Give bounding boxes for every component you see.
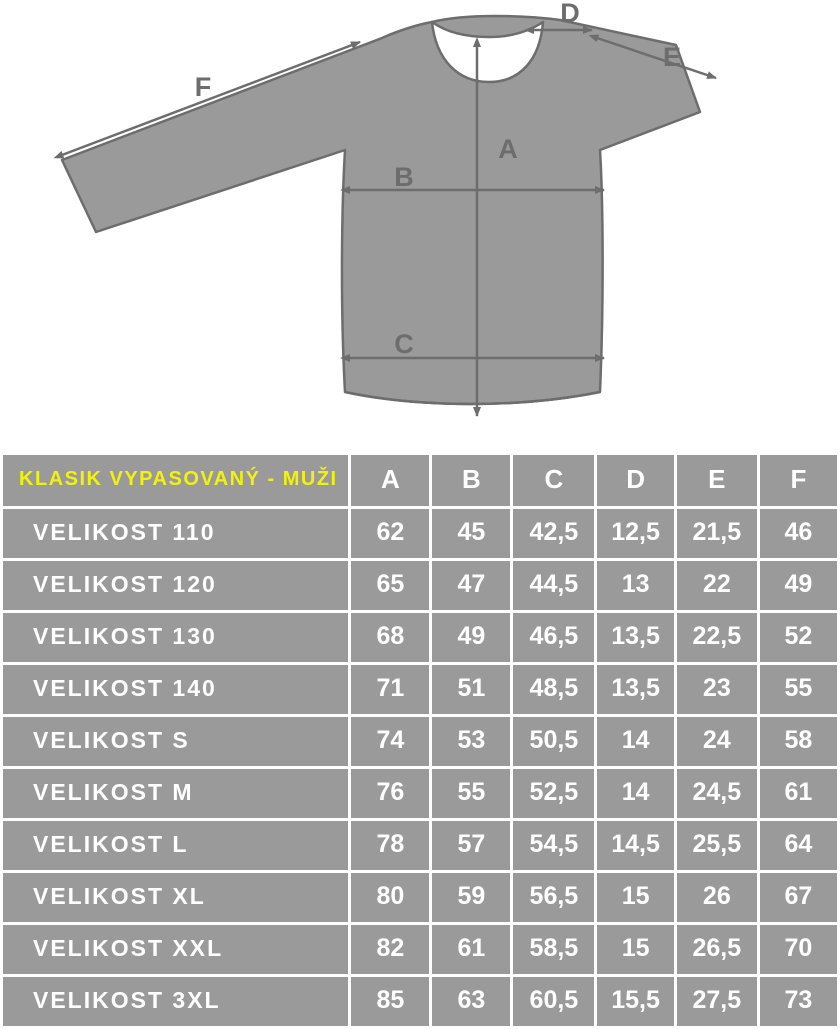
cell-d: 15 bbox=[597, 925, 673, 974]
cell-a: 85 bbox=[351, 977, 429, 1026]
cell-f: 49 bbox=[760, 561, 837, 610]
column-header-a: A bbox=[351, 455, 429, 506]
row-label: VELIKOST L bbox=[3, 821, 348, 870]
cell-c: 46,5 bbox=[513, 613, 594, 662]
cell-b: 49 bbox=[432, 613, 510, 662]
column-header-e: E bbox=[677, 455, 757, 506]
cell-c: 54,5 bbox=[513, 821, 594, 870]
size-table bbox=[0, 452, 840, 1029]
cell-d: 15,5 bbox=[597, 977, 673, 1026]
cell-b: 51 bbox=[432, 665, 510, 714]
cell-d: 14 bbox=[597, 717, 673, 766]
cell-c: 58,5 bbox=[513, 925, 594, 974]
cell-c: 44,5 bbox=[513, 561, 594, 610]
cell-a: 62 bbox=[351, 509, 429, 558]
table-row bbox=[3, 873, 837, 922]
cell-c: 56,5 bbox=[513, 873, 594, 922]
table-header-row bbox=[3, 455, 837, 506]
table-row bbox=[3, 769, 837, 818]
cell-f: 52 bbox=[760, 613, 837, 662]
table-title: KLASIK VYPASOVANÝ - MUŽI bbox=[3, 455, 348, 506]
table-row bbox=[3, 509, 837, 558]
column-header-d: D bbox=[597, 455, 673, 506]
cell-a: 78 bbox=[351, 821, 429, 870]
cell-a: 71 bbox=[351, 665, 429, 714]
cell-b: 61 bbox=[432, 925, 510, 974]
measure-letter-e: E bbox=[662, 42, 682, 72]
table-row bbox=[3, 717, 837, 766]
measure-letter-d: D bbox=[560, 0, 580, 28]
size-table-wrapper bbox=[0, 452, 840, 1029]
cell-c: 48,5 bbox=[513, 665, 594, 714]
cell-f: 70 bbox=[760, 925, 837, 974]
table-row bbox=[3, 613, 837, 662]
table-row bbox=[3, 925, 837, 974]
cell-a: 82 bbox=[351, 925, 429, 974]
cell-c: 42,5 bbox=[513, 509, 594, 558]
measure-letter-f: F bbox=[194, 72, 212, 102]
cell-f: 61 bbox=[760, 769, 837, 818]
cell-d: 13,5 bbox=[597, 613, 673, 662]
cell-e: 26 bbox=[677, 873, 757, 922]
cell-d: 15 bbox=[597, 873, 673, 922]
cell-b: 63 bbox=[432, 977, 510, 1026]
row-label: VELIKOST XXL bbox=[3, 925, 348, 974]
cell-b: 55 bbox=[432, 769, 510, 818]
row-label: VELIKOST XL bbox=[3, 873, 348, 922]
cell-e: 24,5 bbox=[677, 769, 757, 818]
cell-f: 46 bbox=[760, 509, 837, 558]
measure-letter-a: A bbox=[498, 134, 518, 164]
cell-b: 47 bbox=[432, 561, 510, 610]
row-label: VELIKOST 110 bbox=[3, 509, 348, 558]
measure-letter-c: C bbox=[394, 329, 414, 359]
row-label: VELIKOST 130 bbox=[3, 613, 348, 662]
column-header-b: B bbox=[432, 455, 510, 506]
cell-c: 52,5 bbox=[513, 769, 594, 818]
cell-a: 80 bbox=[351, 873, 429, 922]
cell-e: 22,5 bbox=[677, 613, 757, 662]
cell-d: 14,5 bbox=[597, 821, 673, 870]
cell-e: 24 bbox=[677, 717, 757, 766]
cell-b: 59 bbox=[432, 873, 510, 922]
cell-d: 13,5 bbox=[597, 665, 673, 714]
cell-d: 13 bbox=[597, 561, 673, 610]
cell-e: 26,5 bbox=[677, 925, 757, 974]
cell-f: 67 bbox=[760, 873, 837, 922]
row-label: VELIKOST S bbox=[3, 717, 348, 766]
cell-d: 12,5 bbox=[597, 509, 673, 558]
cell-e: 25,5 bbox=[677, 821, 757, 870]
cell-e: 27,5 bbox=[677, 977, 757, 1026]
cell-a: 76 bbox=[351, 769, 429, 818]
tshirt-diagram bbox=[0, 0, 840, 450]
cell-f: 73 bbox=[760, 977, 837, 1026]
cell-c: 60,5 bbox=[513, 977, 594, 1026]
table-row bbox=[3, 821, 837, 870]
cell-e: 22 bbox=[677, 561, 757, 610]
cell-f: 58 bbox=[760, 717, 837, 766]
cell-b: 53 bbox=[432, 717, 510, 766]
cell-b: 45 bbox=[432, 509, 510, 558]
cell-e: 21,5 bbox=[677, 509, 757, 558]
row-label: VELIKOST 120 bbox=[3, 561, 348, 610]
cell-b: 57 bbox=[432, 821, 510, 870]
column-header-c: C bbox=[513, 455, 594, 506]
cell-f: 64 bbox=[760, 821, 837, 870]
table-row bbox=[3, 561, 837, 610]
row-label: VELIKOST 3XL bbox=[3, 977, 348, 1026]
row-label: VELIKOST 140 bbox=[3, 665, 348, 714]
table-row bbox=[3, 665, 837, 714]
cell-a: 68 bbox=[351, 613, 429, 662]
tshirt-shape bbox=[62, 16, 700, 404]
column-header-f: F bbox=[760, 455, 837, 506]
row-label: VELIKOST M bbox=[3, 769, 348, 818]
cell-a: 65 bbox=[351, 561, 429, 610]
cell-f: 55 bbox=[760, 665, 837, 714]
cell-a: 74 bbox=[351, 717, 429, 766]
cell-e: 23 bbox=[677, 665, 757, 714]
table-row bbox=[3, 977, 837, 1026]
cell-c: 50,5 bbox=[513, 717, 594, 766]
measure-letter-b: B bbox=[394, 162, 414, 192]
cell-d: 14 bbox=[597, 769, 673, 818]
